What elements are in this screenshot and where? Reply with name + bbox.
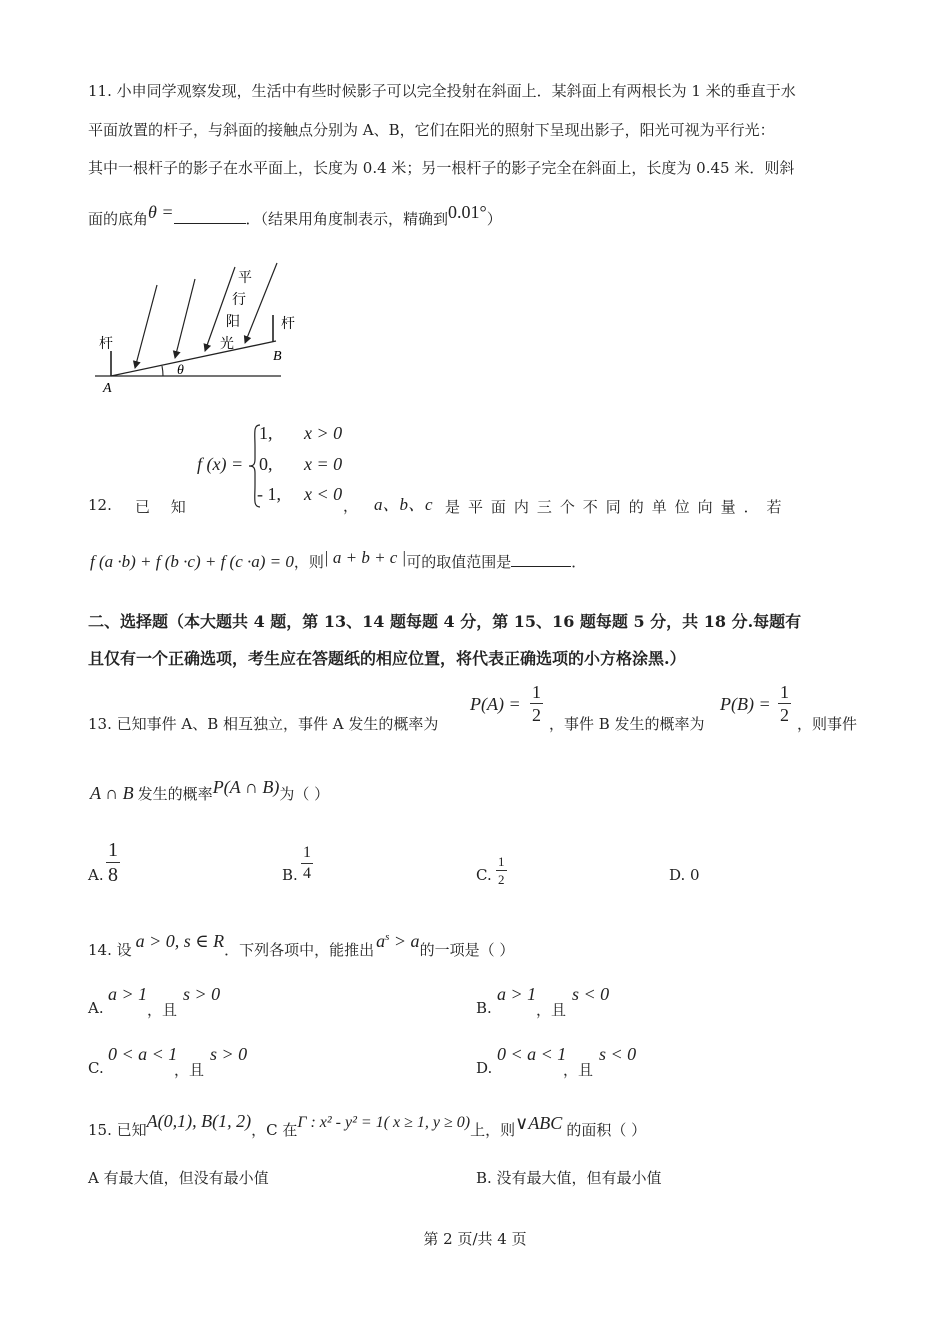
q11-line2: 平面放置的杆子，与斜面的接触点分别为 A、B，它们在阳光的照射下呈现出影子，阳光可视为平行光： <box>88 121 775 139</box>
q13-pa-frac <box>530 683 543 724</box>
q13-pa-num: 1 <box>532 682 541 702</box>
q12-case-2-cond: x = 0 <box>304 454 343 474</box>
q14-option-c-label[interactable]: C. <box>88 1059 104 1077</box>
q13-p-intersect: P(A ∩ B) <box>212 777 280 797</box>
q15-points: A(0,1), B(1, 2) <box>146 1111 252 1131</box>
q15-triangle: ∨ABC <box>515 1113 563 1133</box>
q11-line1: 11. 小申同学观察发现，生活中有些时候影子可以完全投射在斜面上．某斜面上有两根长为 1 米的垂直于水 <box>88 82 796 100</box>
q13-text2: ，事件 B 发生的概率为 <box>549 715 705 733</box>
q12-comma: ， <box>343 497 359 515</box>
q12-case-3-value: - 1, <box>257 484 281 504</box>
q14-option-d-c1[interactable]: 0 < a < 1 <box>497 1044 567 1064</box>
q13-option-a-den: 8 <box>108 864 118 886</box>
q13-intersect: A ∩ B <box>90 783 134 803</box>
q14-text1: ．下列各项中，能推出 <box>224 941 375 959</box>
q14-option-a-c1[interactable]: a > 1 <box>108 984 148 1004</box>
q11-base-angle-text: 面的底角 <box>88 210 149 228</box>
q14-text2: 的一项是（ ） <box>419 941 515 959</box>
q13-option-a-frac[interactable] <box>106 840 120 885</box>
q12-then: ，则 <box>293 553 324 571</box>
sun-ray-1 <box>135 285 157 368</box>
q15-option-b[interactable]: B. 没有最大值，但有最小值 <box>476 1169 662 1187</box>
q15-option-a[interactable]: A 有最大值，但没有最小值 <box>88 1169 269 1187</box>
q14-expr-base: a <box>376 931 386 951</box>
q13-text1: 13. 已知事件 A、B 相互独立，事件 A 发生的概率为 <box>88 715 439 733</box>
q12-answer-blank <box>511 566 571 567</box>
q12-condition: f (a ·b) + f (b ·c) + f (c ·a) = 0 <box>90 552 294 571</box>
q15-curve: Γ : x² - y² = 1( x ≥ 1, y ≥ 0) <box>297 1114 471 1131</box>
q13-text5: 为（ ） <box>279 785 330 803</box>
label-gan-right: 杆 <box>281 316 295 332</box>
q11-precision: 0.01° <box>448 202 487 222</box>
q14-expr-rest: > a <box>389 931 420 951</box>
q13-option-b-num: 1 <box>301 845 313 864</box>
q14-option-b-c2[interactable]: s < 0 <box>572 984 610 1004</box>
q14-option-a-label[interactable]: A. <box>88 999 104 1017</box>
q12-case-3-cond: x < 0 <box>304 484 343 504</box>
q14-option-d-and: ，且 <box>563 1061 594 1079</box>
q14-line <box>88 931 515 960</box>
q13-option-b-frac[interactable] <box>301 845 313 882</box>
page-footer: 第 2 页/共 4 页 <box>423 1230 527 1248</box>
q12-number: 12. <box>88 496 112 514</box>
q14-option-c-c2[interactable]: s > 0 <box>210 1044 248 1064</box>
q15-prefix: 15. 已知 <box>88 1121 147 1139</box>
q11-result-note: ．（结果用角度制表示，精确到 <box>245 210 449 228</box>
q13-pb-frac <box>778 683 791 724</box>
q12-vectors: a、b、c <box>374 495 433 514</box>
q14-option-a-c2[interactable]: s > 0 <box>183 984 221 1004</box>
q14-prefix: 14. 设 <box>88 941 132 959</box>
q13-line2 <box>90 777 330 804</box>
light-char-2: 行 <box>232 292 246 308</box>
q13-pb: P(B) = <box>720 694 771 714</box>
q11-close-paren: ） <box>486 210 502 228</box>
q14-option-c-c1[interactable]: 0 < a < 1 <box>108 1044 178 1064</box>
light-char-3: 阳 <box>226 314 240 330</box>
slope-line <box>111 341 276 376</box>
q13-pa-den: 2 <box>532 705 541 725</box>
q14-option-d-label[interactable]: D. <box>476 1059 493 1077</box>
q13-pb-den: 2 <box>780 705 789 725</box>
theta-arc <box>162 366 163 376</box>
q12-text-after: 是 平 面 内 三 个 不 同 的 单 位 向 量 ． 若 <box>445 498 784 516</box>
q14-option-b-and: ，且 <box>536 1001 567 1019</box>
q14-cond: a > 0, s ∈ R <box>135 931 225 951</box>
sun-ray-2 <box>175 279 195 358</box>
q13-pa: P(A) = <box>470 694 521 714</box>
q15-c-on: ，C 在 <box>251 1121 298 1139</box>
section2-heading-line2: 且仅有一个正确选项，考生应在答题纸的相应位置，将代表正确选项的小方格涂黑.） <box>88 649 686 668</box>
label-gan-left: 杆 <box>99 336 113 352</box>
q14-expr-exp: s <box>385 931 390 943</box>
q15-text2: 的面积（ ） <box>566 1121 647 1139</box>
q12-range-text: 可的取值范围是 <box>406 553 512 571</box>
q11-slope-figure <box>95 255 310 395</box>
q11-theta-eq: θ = <box>148 202 174 222</box>
q12-case-1-cond: x > 0 <box>304 423 343 443</box>
q15-line <box>88 1111 647 1140</box>
light-char-4: 光 <box>220 336 234 352</box>
q11-answer-blank <box>174 223 246 224</box>
q13-option-c-label[interactable]: C. <box>476 866 492 884</box>
light-char-1: 平 <box>238 270 252 286</box>
q13-option-c-den: 2 <box>498 872 505 887</box>
q14-option-a-and: ，且 <box>147 1001 178 1019</box>
label-b: B <box>273 349 282 364</box>
q12-known: 已 知 <box>135 498 194 516</box>
q14-option-b-c1[interactable]: a > 1 <box>497 984 537 1004</box>
q13-text3: ，则事件 <box>797 715 858 733</box>
q14-option-b-label[interactable]: B. <box>476 999 492 1017</box>
q13-option-d[interactable]: D. 0 <box>669 866 700 884</box>
label-theta: θ <box>177 363 184 378</box>
q12-abs-expr: | a + b + c | <box>323 548 407 567</box>
q13-text4: 发生的概率 <box>137 785 213 803</box>
section2-heading-line1: 二、选择题（本大题共 4 题，第 13、14 题每题 4 分，第 15、16 题每题 5 分，共 18 分.每题有 <box>88 612 802 631</box>
q11-line4 <box>88 202 502 229</box>
q13-option-c-frac[interactable] <box>496 855 507 886</box>
q11-line3: 其中一根杆子的影子在水平面上，长度为 0.4 米；另一根杆子的影子完全在斜面上，长度为 0.45 米．则斜 <box>88 159 795 177</box>
q13-option-c-num: 1 <box>498 854 505 869</box>
q13-pb-num: 1 <box>780 682 789 702</box>
q13-option-b-label[interactable]: B. <box>282 866 298 884</box>
q14-expr <box>376 931 419 951</box>
q13-option-a-label[interactable]: A. <box>88 866 104 884</box>
q13-option-b-den: 4 <box>303 865 311 882</box>
q12-line2 <box>90 548 587 572</box>
q12-case-1-value: 1, <box>259 423 273 443</box>
q12-case-2-value: 0, <box>259 454 273 474</box>
q14-option-d-c2[interactable]: s < 0 <box>599 1044 637 1064</box>
q15-text1: 上，则 <box>470 1121 516 1139</box>
label-a: A <box>103 381 112 395</box>
q14-option-c-and: ，且 <box>174 1061 205 1079</box>
q12-f-def: f (x) = <box>197 454 244 474</box>
q13-option-a-num: 1 <box>108 839 118 861</box>
q12-end: ． <box>571 553 587 571</box>
